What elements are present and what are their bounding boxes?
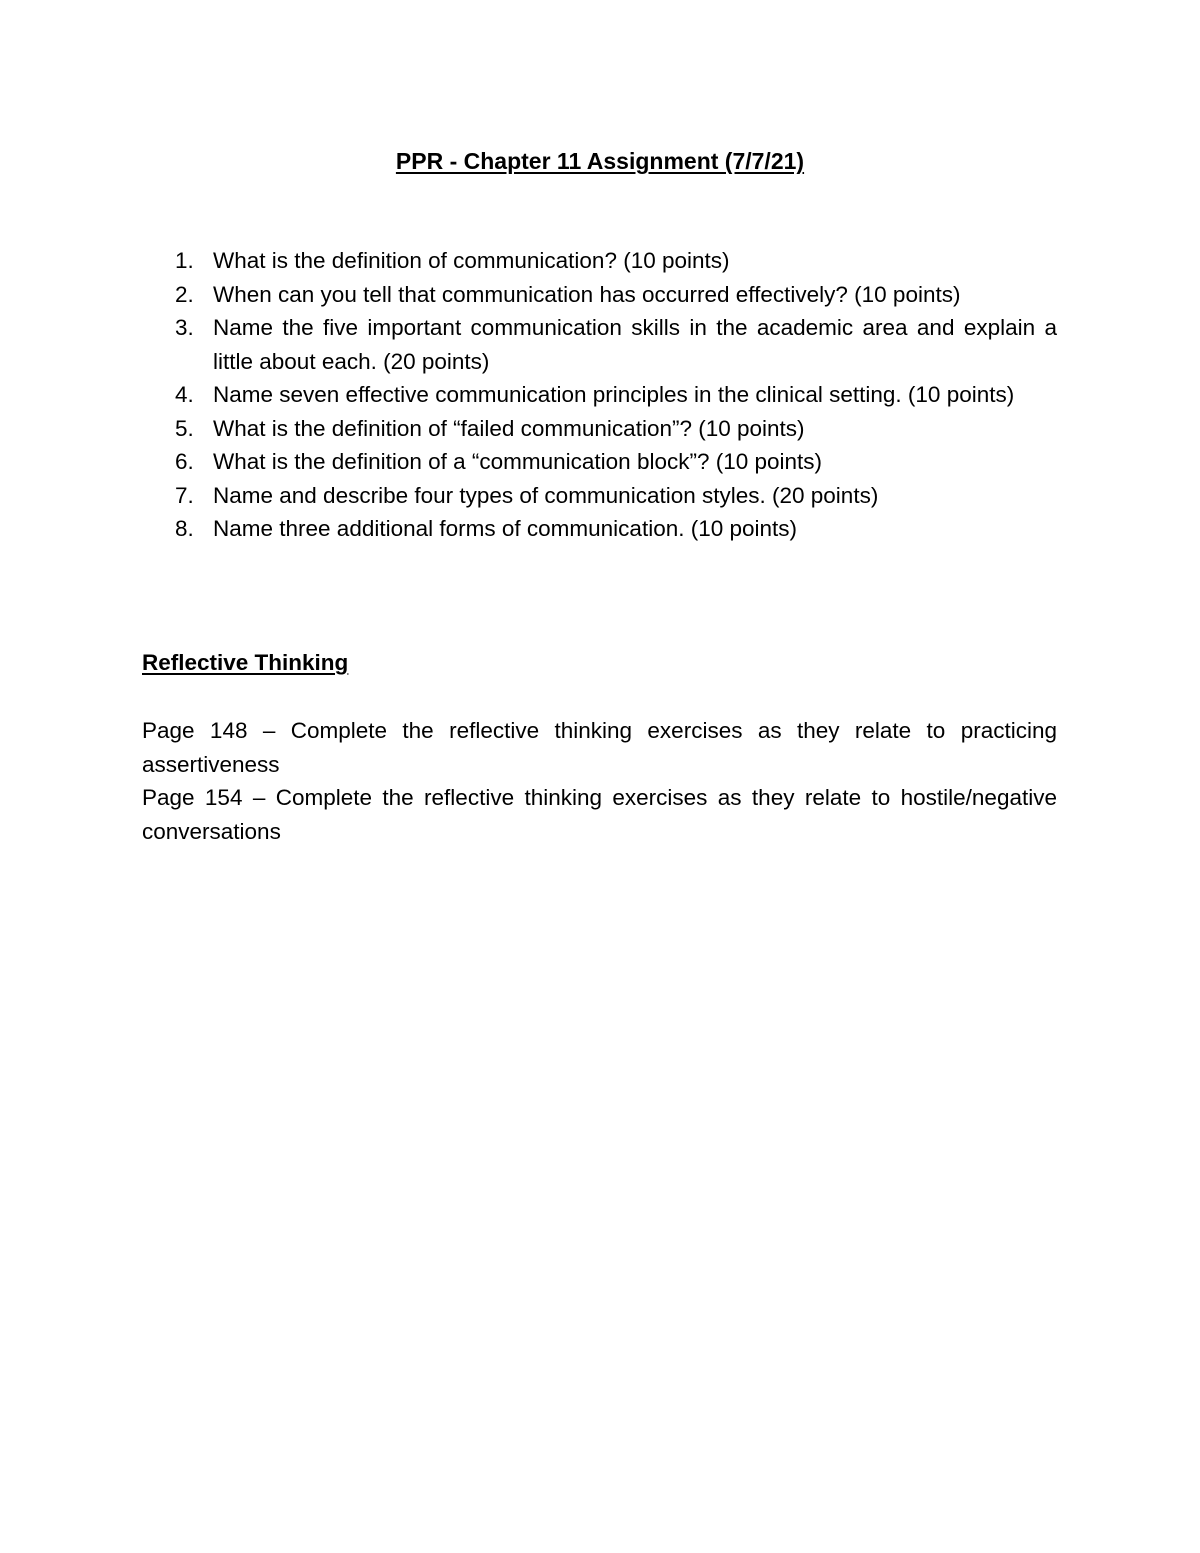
question-number: 3.	[175, 315, 194, 340]
question-number: 7.	[175, 482, 194, 508]
question-text: When can you tell that communication has occurred effectively? (10 points)	[213, 281, 961, 307]
list-item	[142, 512, 1057, 546]
list-item	[142, 311, 1057, 378]
question-number: 4.	[175, 382, 194, 407]
list-item	[142, 412, 1057, 446]
question-number: 5.	[175, 415, 194, 441]
list-item	[142, 244, 1057, 278]
question-number: 1.	[175, 248, 194, 273]
question-text: Name seven effective communication principles in the clinical setting. (10 points)	[213, 382, 1015, 407]
question-text: What is the definition of “failed communication”? (10 points)	[213, 415, 805, 441]
question-text: What is the definition of communication? (10 points)	[213, 248, 730, 273]
question-text: Name three additional forms of communication. (10 points)	[213, 516, 798, 541]
reflective-thinking-body	[142, 714, 1057, 848]
list-item	[142, 278, 1057, 312]
list-item	[142, 445, 1057, 479]
page-title: PPR - Chapter 11 Assignment (7/7/21)	[395, 148, 805, 174]
question-number: 8.	[175, 516, 194, 541]
question-number: 2.	[175, 281, 194, 307]
section-heading-reflective-thinking: Reflective Thinking	[142, 650, 349, 675]
list-item	[142, 378, 1057, 412]
reflective-paragraph: Page 154 – Complete the reflective thinking exercises as they relate to hostile/negative conversations	[142, 785, 1057, 844]
question-list	[142, 244, 1057, 546]
reflective-paragraph: Page 148 – Complete the reflective thinking exercises as they relate to practicing assertiveness	[142, 718, 1057, 777]
question-text: Name and describe four types of communication styles. (20 points)	[213, 482, 879, 508]
question-number: 6.	[175, 449, 194, 474]
question-text: Name the five important communication skills in the academic area and explain a little about each. (20 points)	[213, 315, 1057, 374]
question-text: What is the definition of a “communication block”? (10 points)	[213, 449, 823, 474]
list-item	[142, 479, 1057, 513]
